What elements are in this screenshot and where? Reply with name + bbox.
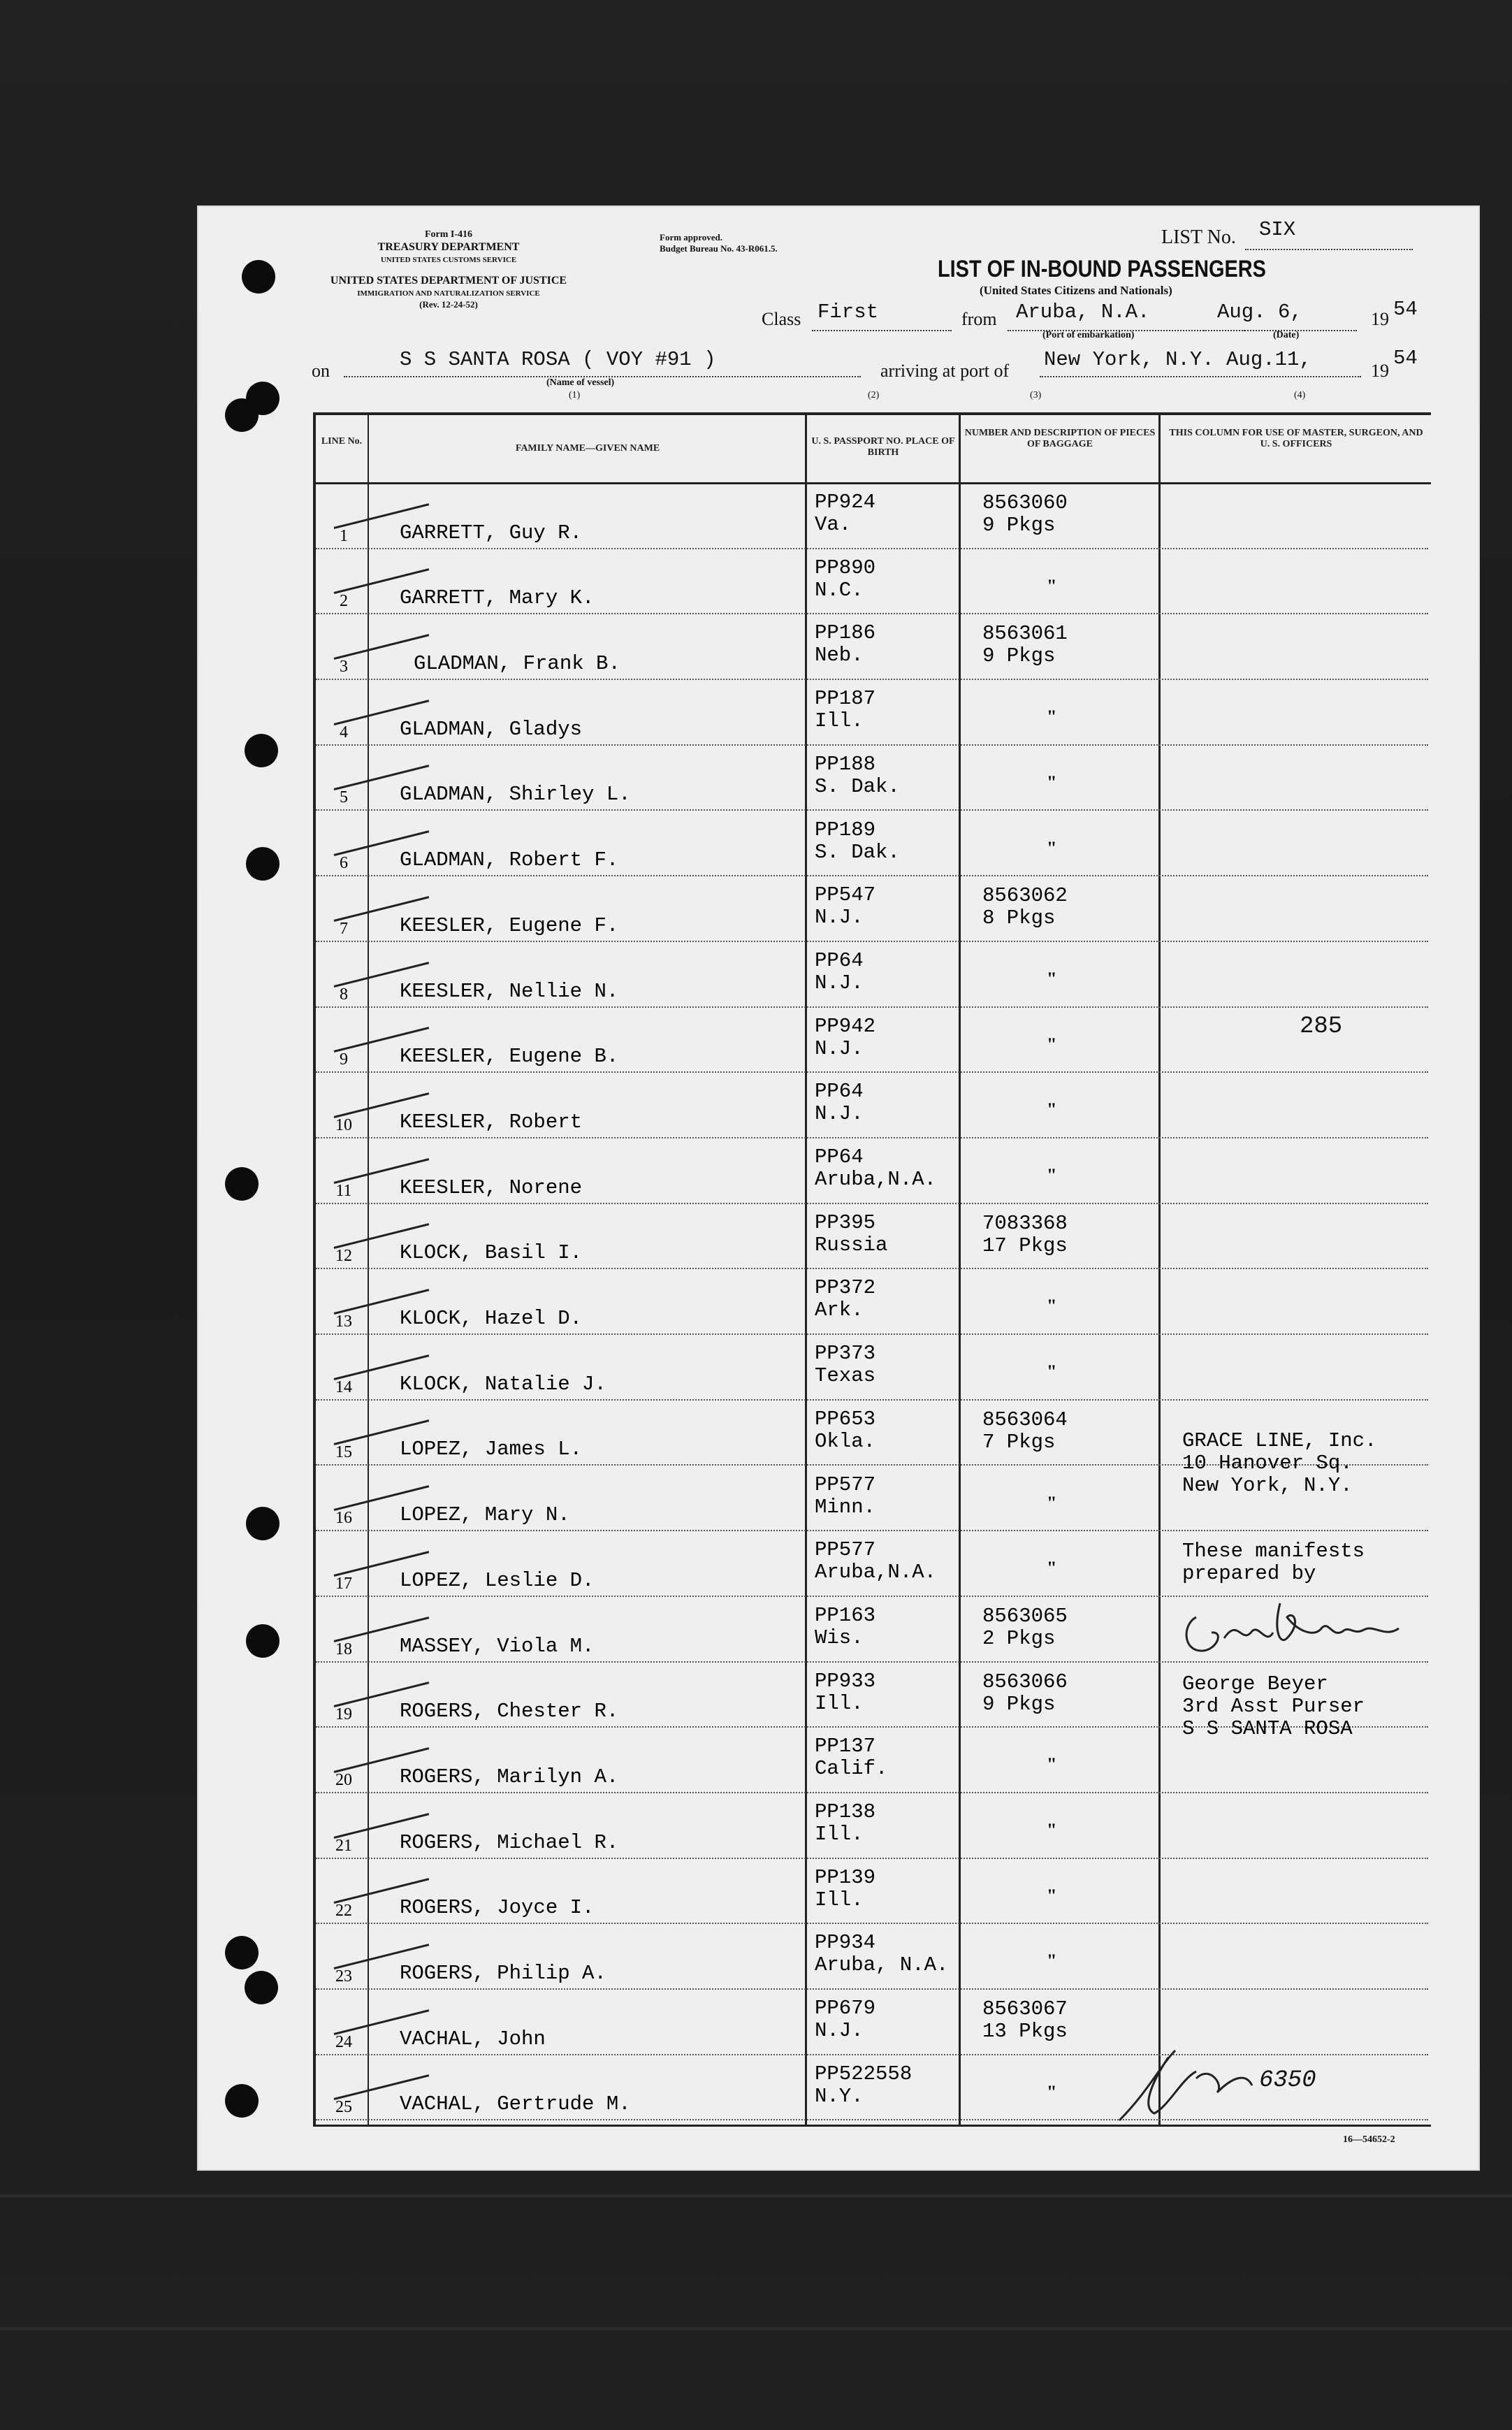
list-no-value: SIX [1259,218,1296,241]
place-of-birth: N.J. [815,906,864,930]
baggage-pieces: 9 Pkgs [982,644,1056,668]
passenger-name: ROGERS, Philip A. [400,1962,606,1986]
line-number: 7 [340,919,348,938]
year-suffix: 54 [1393,298,1418,321]
line-number: 9 [340,1050,348,1069]
row-divider [316,941,1428,942]
place-of-birth: N.J. [815,1036,864,1060]
col-caption-3: (3) [1030,390,1042,400]
row-divider [316,679,1428,680]
passport-number: PP577 [815,1473,876,1496]
passport-number: PP679 [815,1997,876,2020]
signature-george-beyer [1175,1589,1406,1666]
ditto-mark: " [1047,1558,1057,1579]
place-of-birth: Ill. [815,709,864,733]
baggage-number: 8563061 [982,622,1068,646]
row-divider [316,613,1428,614]
passport-number: PP942 [815,1014,876,1038]
row-divider [316,1399,1428,1401]
line-number: 14 [335,1377,352,1396]
table-row [197,1860,1480,1926]
line-number: 13 [335,1312,352,1331]
line-number: 25 [335,2098,352,2117]
place-of-birth: Ill. [815,1691,864,1715]
signer-title: 3rd Asst Purser [1182,1695,1365,1718]
passenger-name: LOPEZ, James L. [400,1438,583,1461]
passport-number: PP64 [815,948,864,972]
signer-name: George Beyer [1182,1672,1328,1695]
col-caption-1: (1) [569,390,581,400]
table-row [197,1140,1480,1206]
inspector-stamp-number: 6350 [1259,2067,1316,2094]
agent-address: 10 Hanover Sq. [1182,1452,1353,1475]
passport-number: PP577 [815,1538,876,1562]
line-number: 18 [335,1640,352,1658]
passenger-name: KEESLER, Nellie N. [400,979,619,1003]
passport-number: PP547 [815,883,876,907]
passenger-name: KEESLER, Eugene B. [400,1045,619,1069]
place-of-birth: Russia [815,1233,888,1257]
arriving-label: arriving at port of [880,361,1010,381]
place-of-birth: Minn. [815,1495,876,1519]
place-of-birth: Aruba,N.A. [815,1561,937,1584]
place-of-birth: N.C. [815,578,864,602]
table-row [197,1074,1480,1140]
class-line [812,330,952,331]
ditto-mark: " [1047,1099,1057,1120]
passport-number: PP522558 [815,2062,913,2085]
line-number: 19 [335,1705,352,1724]
vessel-caption: (Name of vessel) [546,377,615,388]
prepared-note-2: prepared by [1182,1562,1316,1585]
baggage-pieces: 17 Pkgs [982,1234,1068,1257]
passenger-name: GLADMAN, Gladys [400,717,583,741]
ditto-mark: " [1047,1492,1057,1513]
passenger-name: KLOCK, Basil I. [400,1241,583,1265]
table-row [197,551,1480,616]
arriving-value: New York, N.Y. Aug.11, [1044,348,1311,371]
list-no-label: LIST No. [1161,226,1236,248]
col-header-name: FAMILY NAME—GIVEN NAME [515,443,660,454]
place-of-birth: Aruba,N.A. [815,1168,937,1191]
row-divider [316,875,1428,876]
col-caption-4: (4) [1294,390,1306,400]
line-number: 4 [340,723,348,742]
punch-hole [225,398,259,432]
passport-number: PP934 [815,1931,876,1955]
col-caption-2: (2) [868,390,880,400]
line-number: 6 [340,854,348,873]
line-number: 5 [340,788,348,807]
passport-number: PP890 [815,556,876,579]
baggage-number: 8563064 [982,1408,1068,1431]
ins-service: IMMIGRATION AND NATURALIZATION SERVICE [357,289,540,298]
passenger-name: ROGERS, Marilyn A. [400,1765,619,1788]
row-divider [316,1988,1428,1990]
passenger-name: KLOCK, Natalie J. [400,1372,606,1396]
baggage-pieces: 8 Pkgs [982,906,1056,930]
place-of-birth: Ill. [815,1888,864,1911]
row-divider [316,809,1428,811]
row-divider [316,1006,1428,1008]
place-of-birth: Ark. [815,1299,864,1322]
row-divider [316,744,1428,746]
vessel-name: S S SANTA ROSA ( VOY #91 ) [400,348,716,371]
passport-number: PP138 [815,1800,876,1823]
row-divider [316,548,1428,549]
page-count: 285 [1300,1013,1343,1040]
passport-number: PP373 [815,1342,876,1366]
passenger-name: ROGERS, Michael R. [400,1830,619,1854]
passenger-name: GARRETT, Guy R. [400,521,583,544]
passenger-name: GARRETT, Mary K. [400,586,595,610]
row-divider [316,1530,1428,1531]
line-number: 15 [335,1443,352,1462]
page-subtitle: (United States Citizens and Nationals) [980,284,1172,297]
table-row [197,1925,1480,1991]
revision-date: (Rev. 12-24-52) [419,299,478,310]
passenger-name: GLADMAN, Frank B. [414,652,620,676]
port-caption: (Port of embarkation) [1042,330,1135,340]
scan-band [0,2194,1512,2197]
passenger-name: KEESLER, Norene [400,1176,583,1199]
table-row [197,747,1480,813]
place-of-birth: Calif. [815,1757,888,1781]
table-row [197,616,1480,681]
place-of-birth: S. Dak. [815,774,900,798]
col-header-passport: U. S. PASSPORT NO. PLACE OF BIRTH [811,436,955,458]
scan-band [0,2327,1512,2330]
table-row [197,1271,1480,1336]
passenger-name: KLOCK, Hazel D. [400,1307,583,1331]
line-number: 23 [335,1967,352,1986]
budget-number: Budget Bureau No. 43-R061.5. [660,243,778,254]
class-value: First [817,301,879,324]
passenger-name: GLADMAN, Shirley L. [400,783,631,807]
table-row [197,813,1480,878]
agent-name: GRACE LINE, Inc. [1182,1429,1377,1452]
arriving-line [1040,376,1361,377]
year-prefix: 19 [1371,309,1389,329]
footer-code: 16—54652-2 [1343,2134,1395,2145]
class-label: Class [762,309,801,329]
passport-number: PP188 [815,752,876,776]
passport-number: PP64 [815,1080,864,1104]
baggage-pieces: 9 Pkgs [982,514,1056,537]
passport-number: PP924 [815,491,876,514]
ditto-mark: " [1047,1165,1057,1185]
table-row [197,878,1480,943]
passenger-name: VACHAL, Gertrude M. [400,2092,631,2116]
col-header-officers: THIS COLUMN FOR USE OF MASTER, SURGEON, AND U. S. OFFICERS [1169,428,1423,449]
date-value: Aug. 6, [1217,301,1302,324]
line-number: 24 [335,2032,352,2051]
place-of-birth: N.J. [815,2019,864,2043]
from-value: Aruba, N.A. [1016,301,1150,324]
line-number: 21 [335,1836,352,1855]
passenger-name: LOPEZ, Mary N. [400,1503,570,1527]
place-of-birth: S. Dak. [815,840,900,864]
passport-number: PP372 [815,1276,876,1300]
baggage-number: 7083368 [982,1211,1068,1235]
row-divider [316,1071,1428,1073]
year-prefix-2: 19 [1371,361,1389,381]
agent-city: New York, N.Y. [1182,1474,1353,1497]
passport-number: PP139 [815,1865,876,1889]
baggage-pieces: 2 Pkgs [982,1626,1056,1650]
header-bottom-border [316,482,1431,484]
ditto-mark: " [1047,968,1057,989]
punch-hole [242,260,275,294]
on-label: on [312,361,330,381]
passport-number: PP137 [815,1735,876,1758]
row-divider [316,1137,1428,1138]
table-row [197,1336,1480,1402]
baggage-pieces: 13 Pkgs [982,2020,1068,2044]
baggage-number: 8563066 [982,1670,1068,1693]
passport-number: PP186 [815,621,876,645]
passport-number: PP395 [815,1210,876,1234]
prepared-note-1: These manifests [1182,1540,1365,1563]
passenger-name: LOPEZ, Leslie D. [400,1568,595,1592]
list-no-line [1245,249,1413,250]
row-divider [316,1333,1428,1335]
passenger-name: KEESLER, Robert [400,1110,583,1134]
passport-number: PP64 [815,1145,864,1169]
ditto-mark: " [1047,1885,1057,1906]
justice-dept: UNITED STATES DEPARTMENT OF JUSTICE [330,275,567,287]
passport-number: PP163 [815,1603,876,1627]
passenger-name: ROGERS, Joyce I. [400,1896,595,1920]
line-number: 17 [335,1574,352,1593]
ditto-mark: " [1047,1034,1057,1055]
ditto-mark: " [1047,575,1057,596]
line-number: 11 [335,1181,352,1200]
passport-number: PP189 [815,818,876,841]
line-number: 16 [335,1509,352,1528]
line-number: 2 [340,592,348,611]
passenger-name: ROGERS, Chester R. [400,1700,619,1723]
passenger-name: GLADMAN, Robert F. [400,848,619,872]
table-row [197,485,1480,551]
table-row [197,681,1480,747]
line-number: 1 [340,526,348,545]
place-of-birth: Wis. [815,1626,864,1649]
ditto-mark: " [1047,1820,1057,1840]
place-of-birth: Ill. [815,1823,864,1846]
table-row [197,943,1480,1009]
table-row [197,1795,1480,1860]
manifest-page [197,205,1480,2171]
baggage-pieces: 7 Pkgs [982,1430,1056,1454]
row-divider [316,1858,1428,1859]
ditto-mark: " [1047,707,1057,728]
line-number: 8 [340,985,348,1004]
passenger-name: MASSEY, Viola M. [400,1634,595,1658]
passport-number: PP653 [815,1407,876,1431]
ditto-mark: " [1047,1361,1057,1382]
baggage-number: 8563065 [982,1604,1068,1628]
ditto-mark: " [1047,1296,1057,1317]
ditto-mark: " [1047,1951,1057,1972]
row-divider [316,1268,1428,1269]
line-number: 3 [340,658,348,677]
place-of-birth: N.Y. [815,2084,864,2108]
ditto-mark: " [1047,1754,1057,1775]
passport-number: PP933 [815,1669,876,1693]
baggage-number: 8563060 [982,491,1068,514]
row-divider [316,1792,1428,1793]
line-number: 12 [335,1247,352,1266]
customs-service: UNITED STATES CUSTOMS SERVICE [380,256,517,264]
passenger-name: VACHAL, John [400,2027,546,2051]
place-of-birth: Aruba, N.A. [815,1953,949,1977]
row-divider [316,1923,1428,1924]
form-approved: Form approved. [660,232,723,243]
ditto-mark: " [1047,2081,1057,2102]
table-row [197,1206,1480,1271]
row-divider [316,1203,1428,1204]
place-of-birth: Texas [815,1364,876,1388]
col-header-line-no: LINE No. [321,436,363,447]
baggage-number: 8563062 [982,884,1068,908]
from-label: from [961,309,997,329]
baggage-pieces: 9 Pkgs [982,1692,1056,1716]
col-header-baggage: NUMBER AND DESCRIPTION OF PIECES OF BAGGAGE [964,428,1156,449]
line-number: 22 [335,1902,352,1921]
table-top-border [313,412,1431,415]
line-number: 10 [335,1115,352,1134]
place-of-birth: Okla. [815,1429,876,1453]
place-of-birth: Va. [815,513,852,536]
line-number: 20 [335,1770,352,1789]
place-of-birth: N.J. [815,971,864,995]
signer-vessel: S S SANTA ROSA [1182,1717,1353,1740]
baggage-number: 8563067 [982,1997,1068,2021]
year-suffix-2: 54 [1393,347,1418,370]
treasury-dept: TREASURY DEPARTMENT [377,241,520,253]
place-of-birth: N.J. [815,1102,864,1126]
table-row [197,1009,1480,1075]
passport-number: PP187 [815,687,876,711]
form-number: Form I-416 [424,229,473,240]
date-caption: (Date) [1273,330,1300,340]
ditto-mark: " [1047,772,1057,793]
passenger-name: KEESLER, Eugene F. [400,913,619,937]
place-of-birth: Neb. [815,644,864,667]
ditto-mark: " [1047,837,1057,858]
page-title: LIST OF IN-BOUND PASSENGERS [938,256,1266,282]
